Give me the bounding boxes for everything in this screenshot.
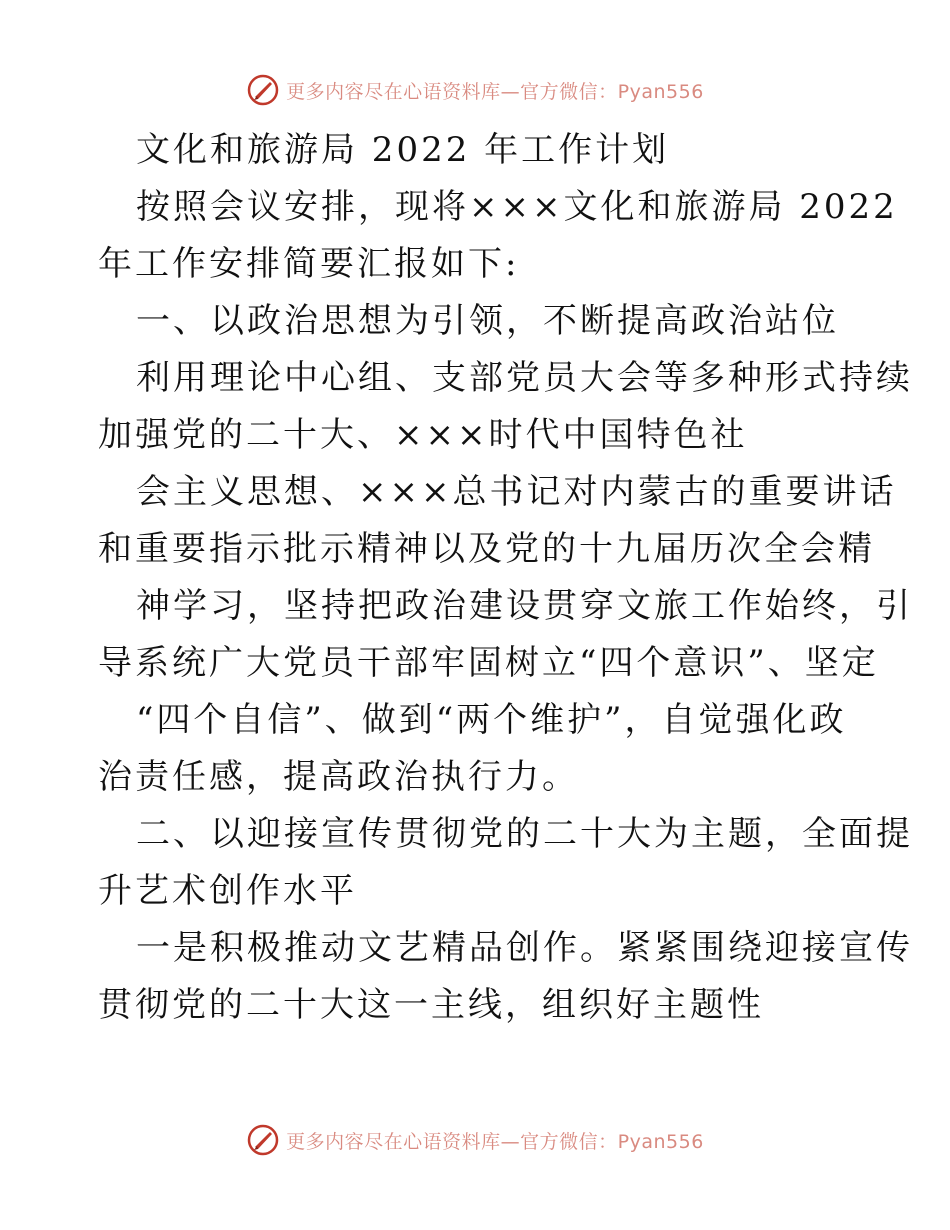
paragraph-line: 年工作安排简要汇报如下:: [98, 244, 520, 284]
paragraph-line: 一、以政治思想为引领，不断提高政治站位: [136, 301, 839, 341]
paragraph-line: 利用理论中心组、支部党员大会等多种形式持续: [136, 358, 913, 398]
paragraph-line: 会主义思想、×××总书记对内蒙古的重要讲话: [136, 472, 897, 512]
paragraph-line: 神学习，坚持把政治建设贯穿文旅工作始终，引: [136, 586, 913, 626]
header-watermark-banner: [0, 70, 950, 110]
paragraph-line: 二、以迎接宣传贯彻党的二十大为主题，全面提: [136, 814, 913, 854]
quill-logo-icon: [246, 73, 280, 107]
document-body: [98, 122, 913, 1034]
quill-logo-icon: [246, 1123, 280, 1157]
watermark-text: 更多内容尽在心语资料库—官方微信：Pyan556: [286, 1130, 704, 1153]
paragraph-line: 治责任感，提高政治执行力。: [98, 757, 579, 797]
paragraph-line: 贯彻党的二十大这一主线，组织好主题性: [98, 985, 764, 1025]
watermark-text: 更多内容尽在心语资料库—官方微信：Pyan556: [286, 80, 704, 103]
paragraph-line: “四个自信”、做到“两个维护”，自觉强化政: [136, 700, 847, 740]
paragraph-line: 按照会议安排，现将×××文化和旅游局 2022: [136, 187, 898, 227]
footer-watermark-banner: [0, 1120, 950, 1160]
paragraph-line: 升艺术创作水平: [98, 871, 357, 911]
paragraph-line: 导系统广大党员干部牢固树立“四个意识”、坚定: [98, 643, 879, 683]
paragraph-line: 和重要指示批示精神以及党的十九届历次全会精: [98, 529, 875, 569]
paragraph-line: 一是积极推动文艺精品创作。紧紧围绕迎接宣传: [136, 928, 913, 968]
paragraph-line: 加强党的二十大、×××时代中国特色社: [98, 415, 748, 455]
paragraph-line: 文化和旅游局 2022 年工作计划: [136, 130, 670, 170]
